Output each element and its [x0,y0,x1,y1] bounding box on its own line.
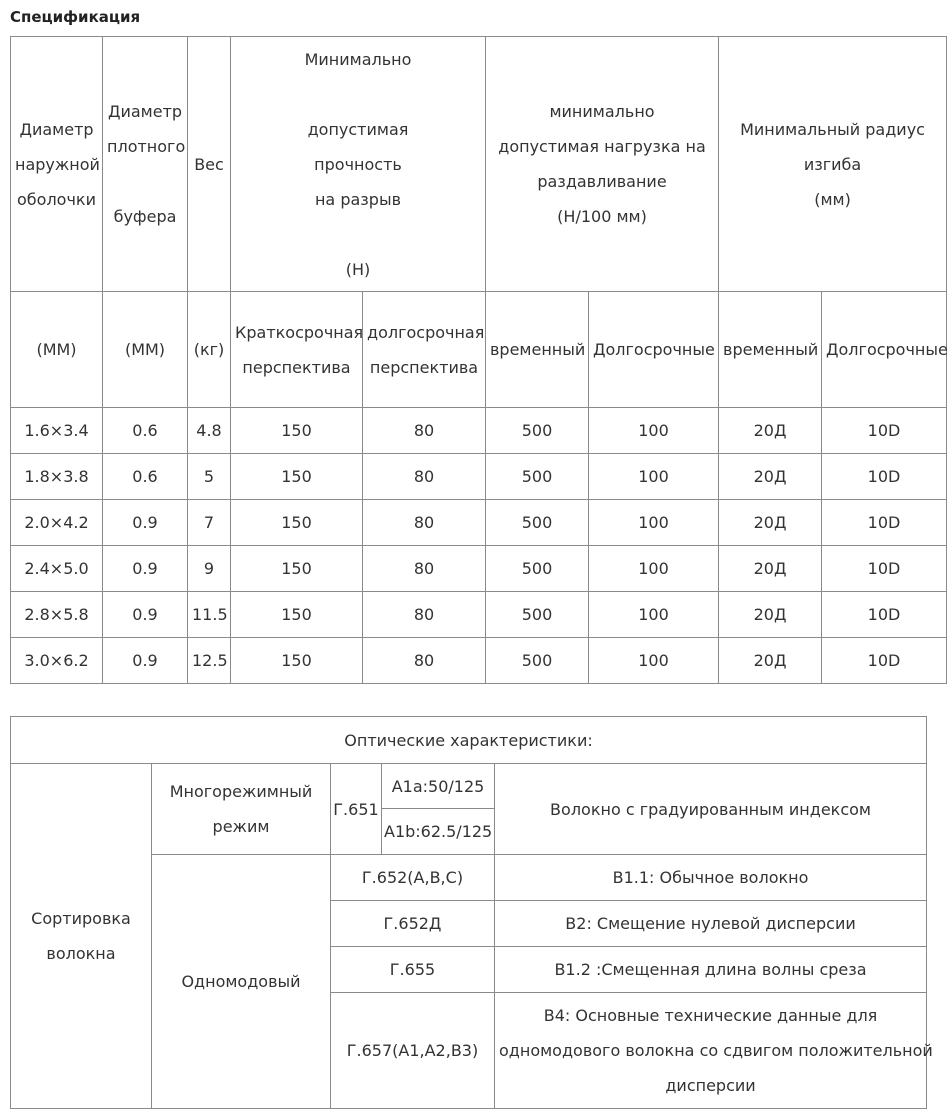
cell-tensile-long: 80 [363,500,486,546]
text-line: режим [212,817,270,836]
g657-standard: Г.657(A1,A2,B3) [331,993,495,1109]
sm-description: B2: Смещение нулевой дисперсии [495,901,927,947]
cell-weight: 7 [188,500,231,546]
cell-bend-long: 10D [822,592,947,638]
cell-crush-temporary: 500 [486,638,589,684]
text-line: перспектива [242,357,351,377]
cell-crush-long: 100 [589,592,719,638]
unit-buffer: (MM) [103,292,188,408]
cell-tensile-long: 80 [363,546,486,592]
table-row [11,546,947,592]
cell-tensile-short: 150 [231,638,363,684]
cell-crush-long: 100 [589,546,719,592]
text-line: долгосрочная [367,322,485,342]
cell-bend-long: 10D [822,500,947,546]
table-row [11,592,947,638]
sub-tensile-short [231,292,363,408]
blank-line [235,77,481,112]
fiber-category [11,764,152,1109]
cell-bend-long: 10D [822,546,947,592]
g651-label: Г.651 [331,764,382,855]
cell-outer-diameter: 1.8×3.8 [11,454,103,500]
optics-title: Оптические характеристики: [11,717,927,764]
a1a-value: A1a:50/125 [382,764,495,809]
cell-bend-temporary: 20Д [719,638,822,684]
sm-standard: Г.652(A,B,C) [331,855,495,901]
graded-index-fiber: Волокно с градуированным индексом [495,764,927,855]
table-row [11,638,947,684]
cell-crush-temporary: 500 [486,546,589,592]
cell-buffer-diameter: 0.9 [103,500,188,546]
cell-tensile-long: 80 [363,408,486,454]
sub-crush-long: Долгосрочные [589,292,719,408]
b4-description [495,993,933,1109]
text-line: (мм) [814,189,851,209]
cell-bend-long: 10D [822,638,947,684]
header-bend-radius [719,37,947,292]
text-line: B4: Основные технические данные для [543,1006,878,1025]
text-line: перспектива [369,357,479,377]
header-outer-diameter [11,37,103,292]
header-row [11,37,947,292]
table-row [11,408,947,454]
sm-standard: Г.655 [331,947,495,993]
text-line: Минимально [304,49,412,69]
text-line: Многорежимный [169,782,313,801]
cell-crush-long: 100 [589,408,719,454]
section-heading: Спецификация [10,8,141,26]
sm-standard: Г.652Д [331,901,495,947]
cell-tensile-long: 80 [363,454,486,500]
header-crush-load [486,37,719,292]
unit-outer: (MM) [11,292,103,408]
sub-bend-long: Долгосрочные [822,292,947,408]
text-line: раздавливание [537,172,667,191]
text-line: Сортировка [31,909,131,928]
sm-description: B1.1: Обычное волокно [495,855,927,901]
text-line: Минимальный радиус [740,119,925,139]
cell-weight: 4.8 [188,408,231,454]
cell-bend-long: 10D [822,408,947,454]
cell-buffer-diameter: 0.6 [103,408,188,454]
text-line: на разрыв [314,189,402,209]
text-line: плотного [107,137,186,156]
cell-outer-diameter: 3.0×6.2 [11,638,103,684]
header-tensile-strength [231,37,486,292]
cell-outer-diameter: 2.8×5.8 [11,592,103,638]
specification-table [10,36,947,684]
cell-weight: 11.5 [188,592,231,638]
text-line: допустимая нагрузка на [498,137,706,156]
text-line: Диаметр [107,102,183,121]
cell-tensile-short: 150 [231,500,363,546]
cell-buffer-diameter: 0.9 [103,638,188,684]
subheader-row [11,292,947,408]
header-buffer-diameter [103,37,188,292]
sm-description: B1.2 :Смещенная длина волны среза [495,947,927,993]
text-line: минимально [549,102,655,121]
sub-bend-temporary: временный [719,292,822,408]
text-line: одномодового волокна со сдвигом положительной [499,1041,933,1060]
cell-weight: 5 [188,454,231,500]
a1b-value: A1b:62.5/125 [382,809,495,855]
text-line: наружной [15,154,100,174]
text-line: Диаметр [19,119,94,139]
table-row [11,500,947,546]
text-line: изгиба [803,154,862,174]
cell-weight: 9 [188,546,231,592]
cell-outer-diameter: 2.0×4.2 [11,500,103,546]
cell-tensile-short: 150 [231,592,363,638]
spec-data-rows [11,408,947,684]
text-line: волокна [46,944,116,963]
cell-bend-temporary: 20Д [719,500,822,546]
singlemode-label: Одномодовый [152,855,331,1109]
cell-crush-temporary: 500 [486,500,589,546]
text-line: дисперсии [665,1076,756,1095]
cell-bend-temporary: 20Д [719,592,822,638]
multimode-label [152,764,331,855]
blank-line [107,164,183,199]
header-weight: Вес [188,37,231,292]
blank-line [235,217,481,252]
text-line: (H) [345,259,371,279]
cell-crush-long: 100 [589,638,719,684]
optical-characteristics-table [10,716,933,1109]
text-line: Краткосрочная [235,322,364,342]
cell-tensile-long: 80 [363,638,486,684]
cell-crush-long: 100 [589,454,719,500]
cell-buffer-diameter: 0.9 [103,592,188,638]
text-line: оболочки [17,189,96,209]
cell-bend-long: 10D [822,454,947,500]
cell-buffer-diameter: 0.6 [103,454,188,500]
cell-outer-diameter: 2.4×5.0 [11,546,103,592]
cell-bend-temporary: 20Д [719,546,822,592]
cell-bend-temporary: 20Д [719,454,822,500]
text-line: прочность [314,154,402,174]
cell-buffer-diameter: 0.9 [103,546,188,592]
cell-tensile-short: 150 [231,408,363,454]
cell-crush-temporary: 500 [486,454,589,500]
sub-tensile-long [363,292,486,408]
cell-crush-temporary: 500 [486,592,589,638]
text-line: допустимая [307,119,409,139]
cell-outer-diameter: 1.6×3.4 [11,408,103,454]
cell-crush-temporary: 500 [486,408,589,454]
cell-tensile-long: 80 [363,592,486,638]
cell-weight: 12.5 [188,638,231,684]
cell-tensile-short: 150 [231,454,363,500]
text-line: буфера [113,207,177,226]
text-line: (Н/100 мм) [557,207,647,226]
cell-tensile-short: 150 [231,546,363,592]
cell-bend-temporary: 20Д [719,408,822,454]
table-row [11,454,947,500]
unit-weight: (кг) [188,292,231,408]
sub-crush-temporary: временный [486,292,589,408]
cell-crush-long: 100 [589,500,719,546]
